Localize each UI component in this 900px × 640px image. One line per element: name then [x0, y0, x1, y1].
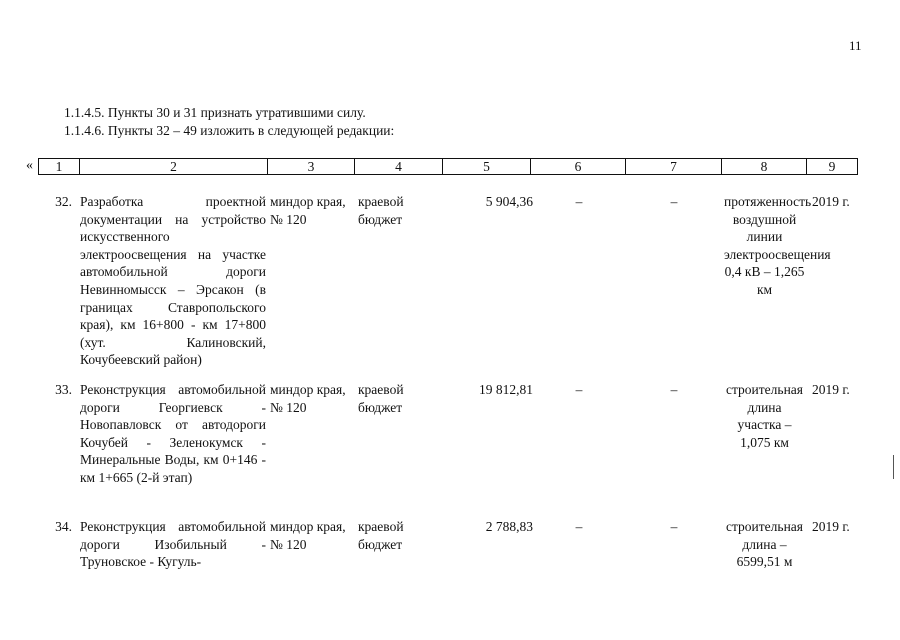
table-cell-col7: – [670, 194, 678, 209]
table-cell-source: краевой бюджет [358, 382, 404, 415]
table-cell-result: строительная длина – 6599,51 м [726, 519, 803, 570]
table-cell-amount: 5 904,36 [485, 194, 533, 209]
table-header-col-4: 4 [355, 158, 443, 175]
table-cell-name: Реконструкция автомобильной дороги Изобильный - Труновское - Кугуль- [80, 519, 266, 570]
table-header-col-8: 8 [722, 158, 807, 175]
table-header-col-6: 6 [531, 158, 626, 175]
table-cell-amount: 19 812,81 [479, 382, 533, 397]
table-cell-year: 2019 г. [812, 382, 850, 397]
table-cell-col6: – [575, 382, 583, 397]
table-header-col-2: 2 [80, 158, 268, 175]
table-header-col-5: 5 [443, 158, 531, 175]
table-row-number: 34. [55, 519, 72, 534]
intro-line-1: 1.1.4.5. Пункты 30 и 31 признать утратившими силу. [64, 105, 366, 120]
table-header-col-1: 1 [38, 158, 80, 175]
table-row-number: 32. [55, 194, 72, 209]
margin-mark [893, 455, 894, 479]
table-cell-name: Реконструкция автомобильной дороги Георгиевск - Новопавловск от автодороги Кочубей - Зеленокумск - Минеральные Воды, км 0+146 - км 1+665 (2-й этап) [80, 382, 266, 485]
table-header-col-3: 3 [268, 158, 355, 175]
table-cell-amount: 2 788,83 [485, 519, 533, 534]
table-cell-year: 2019 г. [812, 519, 850, 534]
table-cell-source: краевой бюджет [358, 194, 404, 227]
table-cell-col6: – [575, 519, 583, 534]
table-cell-col6: – [575, 194, 583, 209]
open-quote: « [26, 158, 33, 173]
table-cell-col7: – [670, 382, 678, 397]
table-header-col-9: 9 [807, 158, 858, 175]
table-row-number: 33. [55, 382, 72, 397]
table-cell-customer: миндор края, № 120 [270, 194, 346, 227]
table-cell-name: Разработка проектной документации на устройство искусственного электроосвещения на участке автомобильной дороги Невинномысск – Эрсакон (в границах Ставропольского края), км 16+800 - км 17+800 (хут. Калиновский, Кочубеевский район) [80, 194, 266, 368]
table-cell-result: строительная длина участка – 1,075 км [726, 382, 803, 450]
table-cell-year: 2019 г. [812, 194, 850, 209]
table-header-col-7: 7 [626, 158, 722, 175]
intro-line-2: 1.1.4.6. Пункты 32 – 49 изложить в следующей редакции: [64, 123, 395, 138]
table-cell-source: краевой бюджет [358, 519, 404, 552]
table-cell-customer: миндор края, № 120 [270, 382, 346, 415]
table-cell-col7: – [670, 519, 678, 534]
table-cell-result: протяженность воздушной линии электроосвещения 0,4 кВ – 1,265 км [724, 194, 831, 297]
table-cell-customer: миндор края, № 120 [270, 519, 346, 552]
page-number: 11 [849, 38, 862, 53]
